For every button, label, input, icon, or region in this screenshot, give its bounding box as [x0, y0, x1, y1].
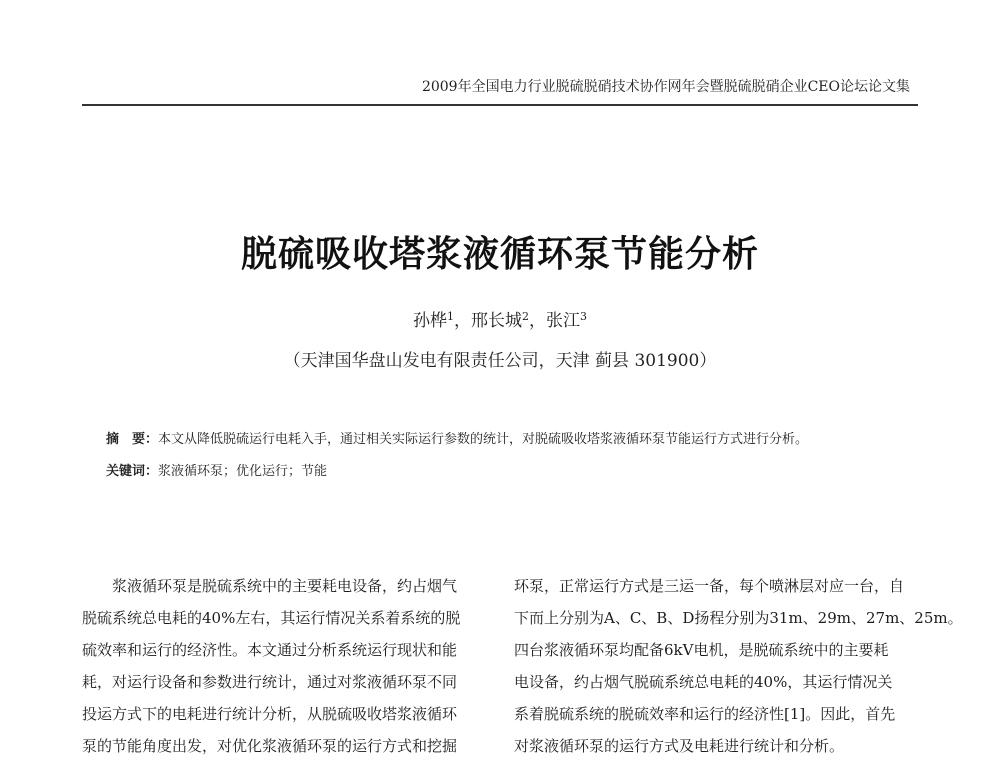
body-line: 电设备，约占烟气脱硫系统总电耗的40%，其运行情况关 — [514, 673, 893, 691]
body-line: 系着脱硫系统的脱硫效率和运行的经济性[1]。因此，首先 — [514, 705, 896, 723]
author-affiliation-mark: 1 — [447, 310, 454, 323]
author-affiliation-mark: 3 — [580, 310, 587, 323]
body-line: 投运方式下的电耗进行统计分析，从脱硫吸收塔浆液循环 — [82, 705, 458, 723]
header-divider — [82, 104, 918, 106]
author-separator: ， — [454, 311, 471, 331]
author-list — [0, 306, 1000, 331]
running-header: 2009年全国电力行业脱硫脱硝技术协作网年会暨脱硫脱硝企业CEO论坛论文集 — [421, 79, 910, 95]
body-line: 对浆液循环泵的运行方式及电耗进行统计和分析。 — [514, 737, 845, 755]
abstract — [106, 428, 910, 447]
body-line: 泵的节能角度出发，对优化浆液循环泵的运行方式和挖掘 — [82, 737, 458, 755]
author-name: 张江 — [546, 311, 580, 331]
keywords — [106, 460, 910, 479]
author-affiliation-mark: 2 — [522, 310, 529, 323]
body-line: 四台浆液循环泵均配备6kV电机，是脱硫系统中的主要耗 — [514, 641, 889, 659]
body-line: 耗，对运行设备和参数进行统计，通过对浆液循环泵不同 — [82, 673, 458, 691]
affiliation: （天津国华盘山发电有限责任公司，天津 蓟县 301900） — [283, 351, 717, 371]
paper-title: 脱硫吸收塔浆液循环泵节能分析 — [240, 234, 759, 275]
body-line: 下而上分别为A、C、B、D扬程分别为31m、29m、27m、25m。 — [514, 609, 963, 627]
author-name: 孙桦 — [413, 311, 447, 331]
author-name: 邢长城 — [471, 311, 522, 331]
abstract-label: 摘 要： — [106, 432, 159, 447]
author-separator: ， — [529, 311, 546, 331]
body-column-left — [82, 570, 482, 762]
body-line: 脱硫系统总电耗的40%左右，其运行情况关系着系统的脱 — [82, 609, 461, 627]
keywords-text: 浆液循环泵；优化运行；节能 — [158, 464, 328, 479]
body-column-right — [514, 570, 963, 762]
body-line: 硫效率和运行的经济性。本文通过分析系统运行现状和能 — [82, 641, 458, 659]
body-line: 环泵，正常运行方式是三运一备，每个喷淋层对应一台，自 — [514, 577, 905, 595]
abstract-text: 本文从降低脱硫运行电耗入手，通过相关实际运行参数的统计，对脱硫吸收塔浆液循环泵节能运行方式进行分析。 — [158, 432, 809, 447]
keywords-label: 关键词： — [106, 464, 159, 479]
body-line: 浆液循环泵是脱硫系统中的主要耗电设备，约占烟气 — [112, 577, 458, 595]
